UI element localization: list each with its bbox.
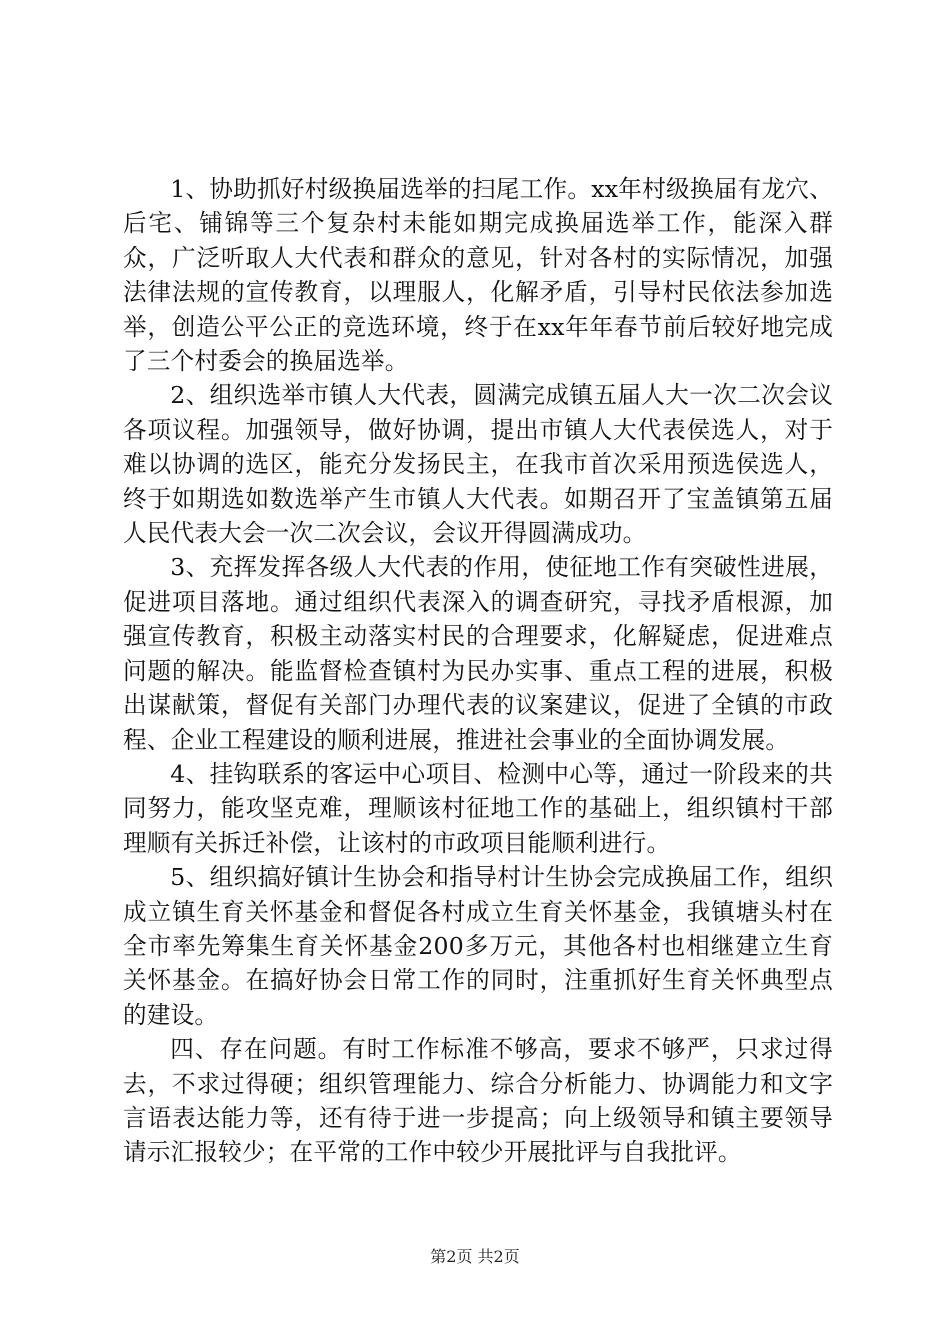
document-body [123, 172, 833, 1170]
paragraph-2: 2、组织选举市镇人大代表，圆满完成镇五届人大一次二次会议各项议程。加强领导，做好协调，提出市镇人大代表侯选人，对于难以协调的选区，能充分发扬民主，在我市首次采用预选侯选人，终于如期选如数选举产生市镇人大代表。如期召开了宝盖镇第五届人民代表大会一次二次会议，会议开得圆满成功。 [123, 381, 833, 548]
paragraph-6: 四、存在问题。有时工作标准不够高，要求不够严，只求过得去，不求过得硬；组织管理能力、综合分析能力、协调能力和文字言语表达能力等，还有待于进一步提高；向上级领导和镇主要领导请示汇报较少；在平常的工作中较少开展批评与自我批评。 [123, 1035, 833, 1167]
paragraph-5: 5、组织搞好镇计生协会和指导村计生协会完成换届工作，组织成立镇生育关怀基金和督促各村成立生育关怀基金，我镇塘头村在全市率先筹集生育关怀基金200多万元，其他各村也相继建立生育关怀基金。在搞好协会日常工作的同时，注重抓好生育关怀典型点的建设。 [123, 863, 833, 1029]
paragraph-1: 1、协助抓好村级换届选举的扫尾工作。xx年村级换届有龙穴、后宅、铺锦等三个复杂村未能如期完成换届选举工作，能深入群众，广泛听取人大代表和群众的意见，针对各村的实际情况，加强法律法规的宣传教育，以理服人，化解矛盾，引导村民依法参加选举，创造公平公正的竞选环境，终于在xx年年春节前后较好地完成了三个村委会的换届选举。 [123, 175, 833, 376]
paragraph-4: 4、挂钩联系的客运中心项目、检测中心等，通过一阶段来的共同努力，能攻坚克难，理顺该村征地工作的基础上，组织镇村干部理顺有关拆迁补偿，让该村的市政项目能顺利进行。 [123, 759, 833, 857]
paragraph-3: 3、充挥发挥各级人大代表的作用，使征地工作有突破性进展，促进项目落地。通过组织代表深入的调查研究，寻找矛盾根源，加强宣传教育，积极主动落实村民的合理要求，化解疑虑，促进难点问题的解决。能监督检查镇村为民办实事、重点工程的进展，积极出谋献策，督促有关部门办理代表的议案建议，促进了全镇的市政程、企业工程建设的顺利进展，推进社会事业的全面协调发展。 [123, 553, 833, 754]
page-footer: 第2页 共2页 [430, 1247, 520, 1266]
